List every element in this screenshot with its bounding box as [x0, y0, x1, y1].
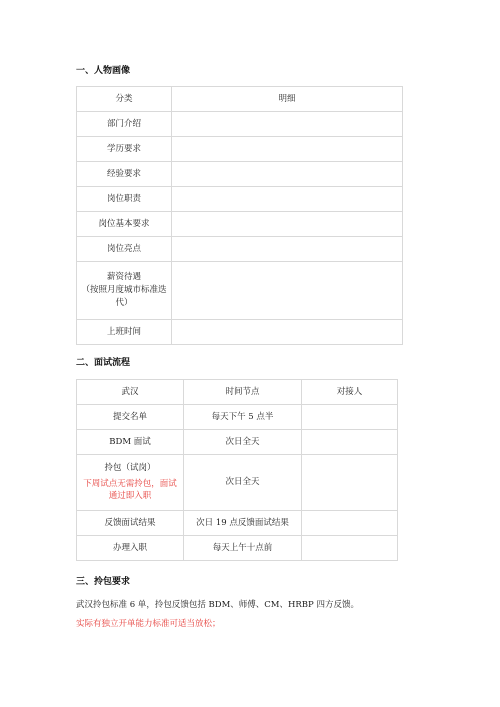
step-label-trial	[77, 455, 184, 511]
trial-note: 下周试点无需拎包，面试通过即入职	[83, 478, 177, 502]
row-label: 部门介绍	[77, 112, 172, 137]
step-contact	[302, 511, 398, 536]
table-row	[77, 455, 398, 511]
header-category: 分类	[77, 87, 172, 112]
table-row	[77, 430, 398, 455]
step-time: 次日全天	[184, 455, 302, 511]
section-1-title: 一、人物画像	[76, 66, 131, 76]
row-label: 上班时间	[77, 320, 172, 345]
bag-requirement-note: 实际有独立开单能力标准可适当放松；	[76, 619, 221, 629]
row-detail	[172, 137, 403, 162]
table-row	[77, 187, 403, 212]
row-detail	[172, 187, 403, 212]
table-header-row	[77, 380, 398, 405]
step-time: 次日全天	[184, 430, 302, 455]
table-row	[77, 262, 403, 320]
row-detail	[172, 212, 403, 237]
step-label: 提交名单	[77, 405, 184, 430]
row-label: 学历要求	[77, 137, 172, 162]
table-row	[77, 162, 403, 187]
step-contact	[302, 405, 398, 430]
section-2-title: 二、面试流程	[76, 358, 131, 368]
header-city: 武汉	[77, 380, 184, 405]
step-time: 每天上午十点前	[184, 536, 302, 561]
bag-requirement-text: 武汉拎包标准 6 单，拎包反馈包括 BDM、师傅、CM、HRBP 四方反馈。	[76, 600, 359, 610]
row-detail	[172, 162, 403, 187]
row-detail	[172, 320, 403, 345]
row-detail	[172, 262, 403, 320]
salary-label: 薪资待遇	[106, 272, 141, 283]
table-row	[77, 137, 403, 162]
table-header-row	[77, 87, 403, 112]
step-time: 每天下午 5 点半	[184, 405, 302, 430]
interview-table	[76, 379, 398, 561]
step-contact	[302, 455, 398, 511]
row-label: 岗位基本要求	[77, 212, 172, 237]
trial-label: 拎包（试岗）	[104, 462, 156, 473]
table-row	[77, 536, 398, 561]
table-row	[77, 212, 403, 237]
section-3-title: 三、拎包要求	[76, 577, 131, 587]
row-detail	[172, 112, 403, 137]
row-label: 岗位亮点	[77, 237, 172, 262]
row-label: 岗位职责	[77, 187, 172, 212]
step-contact	[302, 430, 398, 455]
step-label: BDM 面试	[77, 430, 184, 455]
portrait-table	[76, 86, 403, 345]
step-label: 反馈面试结果	[77, 511, 184, 536]
table-row	[77, 405, 398, 430]
row-label: 经验要求	[77, 162, 172, 187]
header-time: 时间节点	[184, 380, 302, 405]
row-label-salary	[77, 262, 172, 320]
table-row	[77, 237, 403, 262]
header-detail: 明细	[172, 87, 403, 112]
table-row	[77, 320, 403, 345]
salary-note: （按照月度城市标准迭代）	[81, 285, 167, 308]
table-row	[77, 511, 398, 536]
header-contact: 对接人	[302, 380, 398, 405]
step-contact	[302, 536, 398, 561]
row-detail	[172, 237, 403, 262]
step-time: 次日 19 点反馈面试结果	[184, 511, 302, 536]
table-row	[77, 112, 403, 137]
step-label: 办理入职	[77, 536, 184, 561]
